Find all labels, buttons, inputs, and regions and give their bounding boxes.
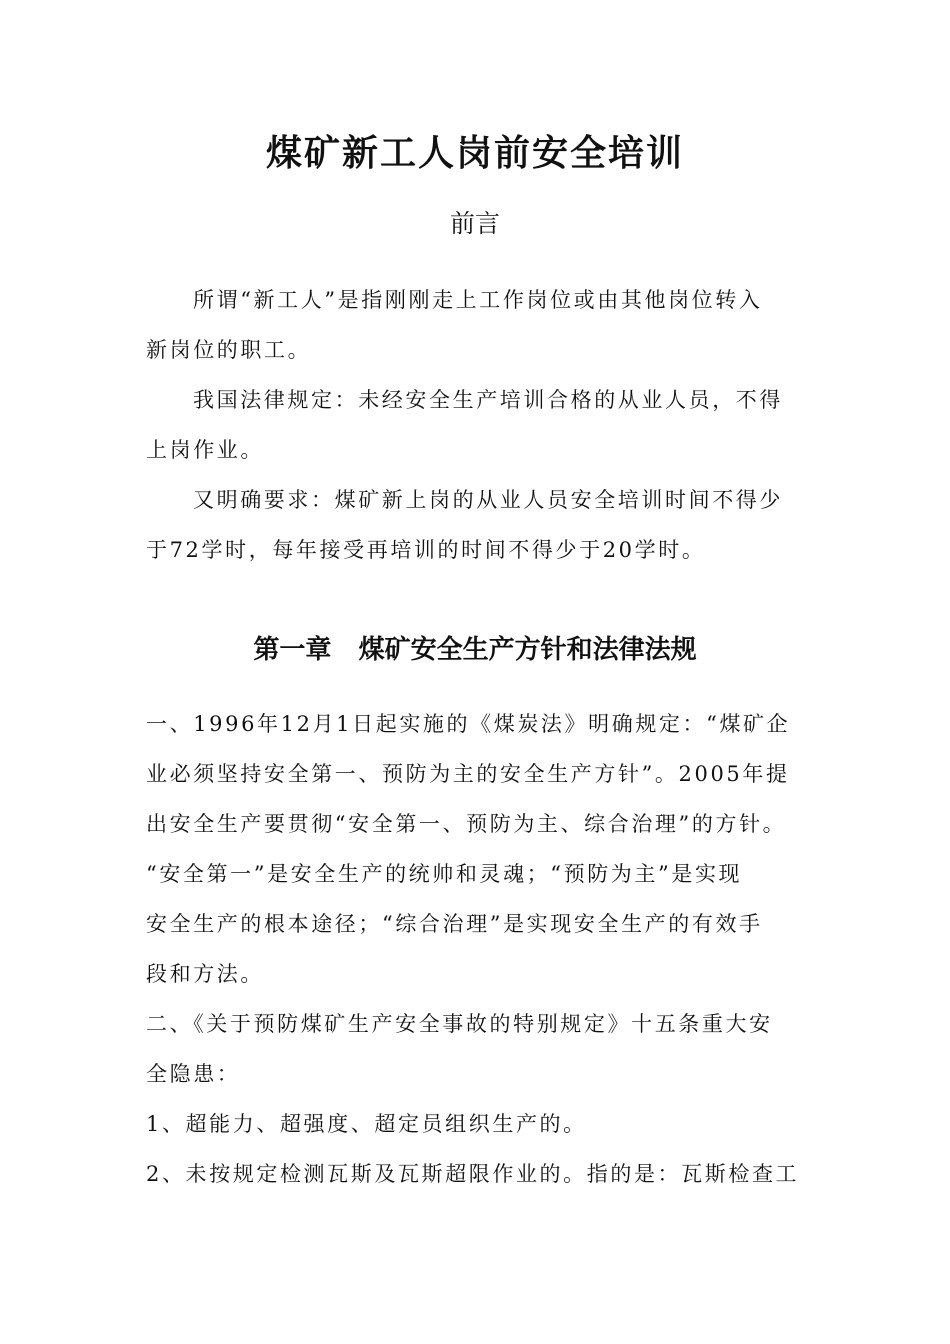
preface-line: 于72学时，每年接受再培训的时间不得少于20学时。 [146,538,706,562]
preface-line: 又明确要求：煤矿新上岗的从业人员安全培训时间不得少 [193,488,783,512]
chapter-line: 全隐患： [146,1062,241,1086]
chapter-heading: 第一章 煤矿安全生产方针和法律法规 [253,635,697,665]
chapter-line: 一、1996年12月1日起实施的《煤炭法》明确规定：“煤矿企 [146,712,791,736]
preface-line: 上岗作业。 [146,438,264,462]
preface-line: 我国法律规定：未经安全生产培训合格的从业人员，不得 [193,388,783,412]
chapter-line: 2、未按规定检测瓦斯及瓦斯超限作业的。指的是：瓦斯检查工 [146,1162,800,1186]
chapter-line: 业必须坚持安全第一、预防为主的安全生产方针”。2005年提 [146,762,790,786]
chapter-line: 1、超能力、超强度、超定员组织生产的。 [146,1112,587,1136]
chapter-line: 段和方法。 [146,962,264,986]
preface-line: 新岗位的职工。 [146,338,312,362]
chapter-line: 安全生产的根本途径；“综合治理”是实现安全生产的有效手 [146,912,763,936]
document-title: 煤矿新工人岗前安全培训 [265,132,684,174]
chapter-line: 出安全生产要贯彻“安全第一、预防为主、综合治理”的方针。 [146,812,787,836]
preface-heading: 前言 [449,209,500,238]
chapter-line: “安全第一”是安全生产的统帅和灵魂；“预防为主”是实现 [146,862,743,886]
preface-line: 所谓“新工人”是指刚刚走上工作岗位或由其他岗位转入 [193,288,763,312]
chapter-line: 二、《关于预防煤矿生产安全事故的特别规定》十五条重大安 [146,1012,773,1036]
